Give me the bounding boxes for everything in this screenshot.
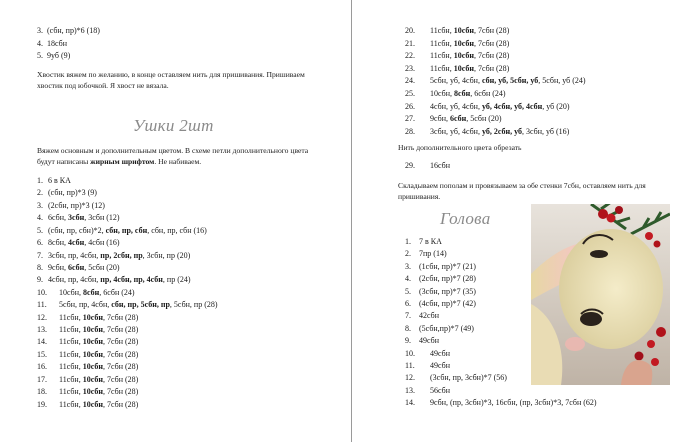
row-text: 7 в КА (419, 237, 442, 246)
row-text (59, 288, 135, 298)
row-number: 8. (405, 323, 411, 333)
row-text-part: 11сбн, (59, 374, 83, 384)
row-number: 1. (37, 176, 43, 185)
row-text-part: , 7сбн (28) (473, 26, 510, 35)
row-text (48, 238, 120, 248)
row-text-part: 6сбн, (48, 213, 68, 223)
row-number: 10. (37, 287, 47, 297)
row-text-bold: сбн, уб, 5сбн, уб (481, 76, 539, 86)
row-text (430, 114, 502, 124)
row-text-bold: 8сбн (454, 89, 471, 98)
row-text-part: , 7сбн (28) (473, 51, 510, 61)
row-text-part: , 7сбн (28) (102, 325, 139, 335)
row-text: (1сбн, пр)*7 (21) (419, 261, 476, 271)
row-number: 19. (37, 399, 47, 409)
row-text-part: 11сбн, (59, 362, 83, 372)
row-text (430, 26, 509, 36)
row-number: 23. (405, 63, 415, 73)
row-text-part: 6 в КА (48, 176, 71, 185)
row-text-part: , 3сбн, пр (20) (142, 250, 191, 260)
tail-note (37, 69, 305, 91)
row-text-part: 5сбн, уб, 4сбн, (430, 76, 482, 86)
row-text-bold: 10сбн (453, 63, 474, 73)
row-text-bold: пр, 2сбн, пр (100, 250, 143, 260)
row-text (59, 375, 138, 385)
row-number: 17. (37, 374, 47, 384)
row-text-part: (2сбн, пр)*3 (12) (48, 200, 105, 210)
tail-note-line-2: хвостик под юбочкой. Я хвост не вязала. (37, 81, 169, 90)
row-text-part: 11сбн, (59, 349, 83, 359)
row-text-part: 11сбн, (430, 51, 454, 61)
ears-intro-line-2 (37, 156, 308, 167)
row-text-part: , 7сбн (28) (102, 399, 139, 409)
fold-note-line-1: Складываем пополам и провязываем за обе стенки 7сбн, оставляем нить для (398, 181, 646, 190)
row-text (48, 251, 190, 261)
row-text (48, 176, 71, 186)
row-text-part: , 7сбн (28) (102, 312, 139, 322)
row-number: 11. (37, 300, 47, 310)
fold-note (398, 180, 646, 202)
row-text-part: 11сбн, (59, 387, 83, 397)
row-text-part: , 4сбн (16) (84, 238, 120, 248)
row-text-part: 3сбн, пр, 4сбн, (48, 250, 101, 260)
row-text-bold: 10сбн (82, 362, 103, 372)
row-text-part: , 5сбн (20) (84, 262, 120, 272)
row-text-part: 11сбн, (59, 312, 83, 322)
row-text (430, 127, 569, 137)
row-text: 9уб (9) (47, 51, 71, 61)
row-text-bold: 6сбн (450, 114, 467, 124)
row-number: 28. (405, 126, 415, 136)
row-text (59, 313, 138, 323)
row-text: 56сбн (430, 385, 450, 395)
row-text (430, 64, 509, 74)
row-text: (3сбн, пр)*7 (35) (419, 286, 476, 296)
row-text-bold: 10сбн (453, 26, 474, 35)
row-number: 6. (37, 238, 43, 248)
row-text-part: 3сбн, уб, 4сбн, (430, 126, 482, 136)
row-text (430, 89, 506, 99)
row-text (59, 337, 138, 347)
row-text (59, 362, 138, 372)
row-text-bold: 10сбн (82, 387, 103, 397)
row-number: 10. (405, 348, 415, 358)
row-text (48, 201, 105, 211)
row-number: 24. (405, 76, 415, 86)
row-text-part: , 7сбн (28) (102, 374, 139, 384)
tail-note-line-1: Хвостик вяжем по желанию, в конце оставляем нить для пришивания. Пришиваем (37, 70, 305, 79)
row-text-part: 10сбн, (430, 89, 454, 98)
row-number: 16. (37, 362, 47, 372)
row-text-bold: уб, 4сбн, уб, 4сбн (481, 101, 543, 111)
row-text-part: 9сбн, (48, 262, 68, 272)
row-text-part: , 5сбн (20) (466, 114, 502, 124)
row-number: 5. (405, 286, 411, 296)
row-text (48, 213, 120, 223)
row-text-bold: 10сбн (453, 38, 474, 48)
row-text-bold: 6сбн (68, 262, 85, 272)
ears-intro-bold: жирным шрифтом (90, 157, 155, 166)
row-text: 49сбн (430, 361, 450, 370)
row-text (59, 300, 218, 310)
row-number: 26. (405, 101, 415, 111)
row-text (59, 387, 138, 397)
row-number: 3. (37, 26, 43, 35)
row-number: 4. (405, 274, 411, 284)
row-number: 21. (405, 38, 415, 48)
row-text (430, 102, 570, 112)
row-text (59, 350, 138, 360)
row-text-part: , 5сбн, уб (24) (538, 76, 586, 86)
row-text-bold: 10сбн (82, 312, 103, 322)
row-text: 9сбн, (пр, 3сбн)*3, 16сбн, (пр, 3сбн)*3, 7сбн (62) (430, 398, 597, 408)
row-text-part: , 7сбн (28) (102, 337, 139, 347)
row-number: 14. (37, 337, 47, 347)
row-number: 4. (37, 213, 43, 223)
row-text (48, 275, 191, 285)
row-text-part: , 7сбн (28) (102, 349, 139, 359)
cut-note: Нить дополнительного цвета обрезать (398, 143, 522, 152)
row-text (48, 226, 207, 236)
ears-intro-text-c: . Не набиваем. (154, 157, 202, 166)
row-text-bold: 4сбн (68, 238, 85, 248)
row-number: 13. (405, 385, 415, 395)
row-text-part: , пр (24) (162, 275, 191, 285)
row-text-part: 4сбн, уб, 4сбн, (430, 101, 482, 111)
row-number: 14. (405, 398, 415, 408)
row-text-part: 11сбн, (430, 38, 454, 48)
row-number: 1. (405, 237, 411, 246)
row-text-part: 11сбн, (430, 26, 454, 35)
row-text (48, 188, 97, 198)
row-text-bold: сбн, пр, 5сбн, пр (111, 300, 170, 310)
row-text-part: , сбн, пр, сбн (16) (147, 225, 207, 235)
row-text-part: , 3сбн, уб (16) (522, 126, 570, 136)
row-number: 6. (405, 299, 411, 308)
row-text-part: 4сбн, пр, 4сбн, (48, 275, 101, 285)
row-text-bold: 10сбн (82, 349, 103, 359)
row-text-bold: 10сбн (82, 374, 103, 384)
row-text: (5сбн,пр)*7 (49) (419, 323, 474, 333)
row-text-part: 8сбн, (48, 238, 68, 248)
row-number: 3. (405, 261, 411, 271)
fold-note-line-2: пришивания. (398, 192, 441, 201)
row-number: 5. (37, 51, 43, 61)
row-number: 3. (37, 200, 43, 210)
row-text-part: 11сбн, (59, 325, 83, 335)
row-number: 5. (37, 225, 43, 235)
row-text: (3сбн, пр, 3сбн)*7 (56) (430, 373, 507, 383)
row-text-bold: 3сбн (68, 213, 85, 223)
row-text-part: 10сбн, (59, 287, 83, 297)
row-number: 2. (37, 188, 43, 198)
row-number: 29. (405, 161, 415, 170)
row-text-part: , уб (20) (542, 101, 570, 111)
row-text: 42сбн (419, 311, 439, 321)
row-text (59, 325, 138, 335)
ears-intro (37, 145, 308, 167)
row-text-part: 5сбн, пр, 4сбн, (59, 300, 112, 310)
row-text: (2сбн, пр)*7 (28) (419, 274, 476, 284)
row-text-part: 11сбн, (430, 63, 454, 73)
row-text-part: , 6сбн (24) (99, 287, 135, 297)
row-text-part: 11сбн, (59, 399, 83, 409)
ears-heading: Ушки 2шт (133, 116, 214, 135)
row-text-part: , 7сбн (28) (473, 63, 510, 73)
row-text-part: (сбн, пр)*3 (9) (48, 188, 97, 198)
ears-intro-text-a: будут написаны (37, 157, 91, 166)
row-text-bold: пр, 4сбн, пр, 4сбн (100, 275, 163, 285)
row-text: 49сбн (430, 348, 450, 358)
bunny-photo (531, 204, 670, 385)
row-text-bold: сбн, пр, сбн (105, 225, 148, 235)
row-text (59, 400, 138, 410)
ears-intro-line-1: Вяжем основным и дополнительным цветом. В схеме петли дополнительного цвета (37, 146, 309, 155)
row-text (430, 76, 586, 86)
row-text-part: , 6сбн (24) (470, 89, 506, 98)
row-number: 12. (405, 373, 415, 383)
row-text: (сбн, пр)*6 (18) (47, 26, 100, 35)
row-text (48, 263, 120, 273)
row-text: 16сбн (430, 161, 450, 170)
row-text-bold: 10сбн (82, 337, 103, 347)
row-text-part: , 7сбн (28) (473, 38, 510, 48)
row-number: 11. (405, 361, 415, 370)
row-number: 2. (405, 249, 411, 259)
row-text: 7пр (14) (419, 249, 447, 259)
row-number: 27. (405, 114, 415, 124)
row-text-part: (сбн, пр, сбн)*2, (48, 225, 106, 235)
row-text-part: 9сбн, (430, 114, 450, 124)
row-number: 22. (405, 51, 415, 61)
row-text: 49сбн (419, 336, 439, 346)
row-text-part: , 3сбн (12) (84, 213, 120, 223)
row-text-part: , 5сбн, пр (28) (169, 300, 218, 310)
row-number: 18. (37, 387, 47, 397)
page-divider (351, 0, 352, 442)
row-number: 20. (405, 26, 415, 35)
row-number: 15. (37, 349, 47, 359)
row-number: 8. (37, 262, 43, 272)
bunny-photo-image (531, 204, 670, 385)
row-number: 7. (405, 311, 411, 321)
row-number: 7. (37, 250, 43, 260)
row-text-part: , 7сбн (28) (102, 362, 139, 372)
row-text-bold: 10сбн (453, 51, 474, 61)
row-text-bold: 8сбн (83, 287, 100, 297)
row-text-part: , 7сбн (28) (102, 387, 139, 397)
row-number: 4. (37, 38, 43, 48)
row-number: 9. (37, 275, 43, 285)
row-number: 12. (37, 312, 47, 322)
row-text (430, 39, 509, 49)
row-number: 9. (405, 336, 411, 346)
row-text-part: 11сбн, (59, 337, 83, 347)
head-heading: Голова (440, 209, 491, 228)
row-text-bold: уб, 2сбн, уб (481, 126, 523, 136)
row-number: 13. (37, 325, 47, 335)
row-text: 18сбн (47, 38, 67, 48)
row-text: (4сбн, пр)*7 (42) (419, 299, 476, 308)
row-text-bold: 10сбн (82, 325, 103, 335)
row-text (430, 51, 509, 61)
row-text-bold: 10сбн (82, 399, 103, 409)
row-number: 25. (405, 89, 415, 98)
